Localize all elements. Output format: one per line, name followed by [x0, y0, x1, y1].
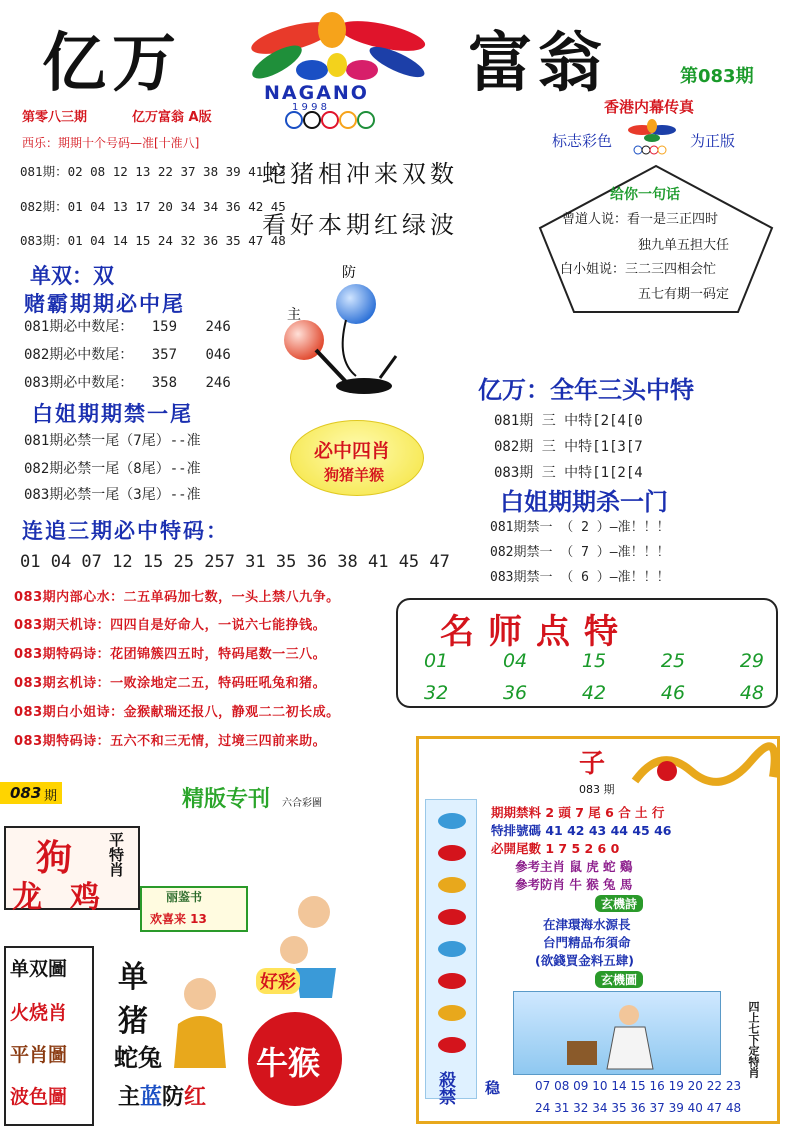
master-row-1 [424, 650, 764, 672]
tag-title: 丽鉴书 [166, 890, 203, 904]
verse-line: 083期天机诗：四四自是好命人，一说六七能挣钱。 [14, 618, 327, 633]
yiwan-row-082: 082期 三 中特[1[3[7 [494, 439, 643, 455]
forbid-row-083: 083期必禁一尾（3尾）--准 [24, 487, 201, 503]
verse-line: 083期玄机诗：一败涂地定二五，特码旺吼兔和猪。 [14, 676, 327, 691]
main-label: 主 [287, 307, 301, 323]
zodiac-animals-icon [433, 809, 471, 1079]
info-row: 必開尾數 1 7 5 2 6 0 [491, 841, 620, 856]
master-number: 01 [424, 650, 449, 672]
tail-a: 358 [151, 375, 178, 391]
numbers-row: 07 08 09 10 14 15 16 19 20 22 23 [535, 1079, 742, 1093]
ref-main: 參考主肖 鼠 虎 蛇 鷄 [515, 859, 633, 874]
side-text: 四上七下定特肖 [747, 1001, 760, 1078]
big-rooster: 鸡 [70, 880, 100, 915]
forbid-row-082: 082期必禁一尾（8尾）--准 [24, 461, 201, 477]
main-mid: 防 [162, 1085, 185, 1110]
banner-title: 精版专刊 [182, 787, 271, 812]
number-row-082: 082期：01 04 13 17 20 34 34 36 42 45 [20, 199, 286, 214]
tail-b: 246 [205, 319, 231, 335]
ref-def: 參考防肖 牛 猴 兔 馬 [515, 877, 633, 892]
master-number: 46 [660, 682, 686, 704]
col-item: 火烧肖 [10, 1002, 68, 1024]
number-row-083: 083期：01 04 14 15 24 32 36 35 47 48 [20, 233, 286, 248]
pentagon-line-2: 独九单五担大任 [638, 238, 730, 253]
main-prefix: 主 [118, 1085, 141, 1110]
main-line [118, 1080, 206, 1111]
mid-snake-rabbit: 蛇兔 [114, 1044, 162, 1072]
issue-number: 第083期 [680, 66, 754, 87]
kill-door-title: 白姐期期杀一门 [500, 488, 668, 516]
ball-graphic-icon [276, 280, 426, 400]
numbers-subtitle: 西乐：期期十个号码—准[十准八] [22, 136, 200, 150]
number-row-081: 081期：02 08 12 13 22 37 38 39 41 43 [20, 164, 286, 179]
small-logo-icon [624, 118, 680, 158]
dragon-icon [631, 741, 777, 797]
tail-a: 357 [151, 347, 178, 363]
kill-row-083: 083期禁一 （ 6 ）—准！！！ [490, 570, 670, 585]
poem-line-1: 蛇猪相冲来双数 [262, 160, 458, 188]
master-title: 名师点特 [440, 612, 632, 652]
main-blue: 蓝 [140, 1085, 163, 1110]
chase-title: 连追三期必中特码： [22, 519, 229, 543]
master-number: 42 [581, 682, 607, 704]
fax-right: 为正版 [690, 132, 736, 150]
circle-text: 牛猴 [256, 1044, 321, 1082]
verse-line: 083期内部心水：二五单码加七数，一头上禁八九争。 [14, 590, 340, 605]
yiwan-row-081: 081期 三 中特[2[4[0 [494, 413, 643, 429]
olympic-rings-icon [280, 110, 400, 132]
master-number: 04 [502, 650, 528, 672]
verse-line: 083期白小姐诗：金猴献瑞还报八，静观二二初长成。 [14, 705, 340, 720]
cloud-label: 好彩 [256, 968, 300, 994]
master-number: 25 [660, 650, 686, 672]
logo-text: NAGANO [264, 82, 369, 104]
info-row: 特排號碼 41 42 43 44 45 46 [491, 823, 672, 838]
yiwan-row-083: 083期 三 中特[1[2[4 [494, 465, 643, 481]
master-row-2 [424, 682, 764, 704]
poem-line-2: 看好本期红绿波 [262, 211, 458, 239]
pentagon-title: 给你一句话 [610, 187, 680, 203]
master-number: 32 [424, 682, 449, 704]
master-number: 36 [502, 682, 528, 704]
verse-line: 083期特码诗：花团锦簇四五时，特码尾数一三八。 [14, 647, 327, 662]
poem-line: (欲錢買金料五肆) [535, 953, 634, 968]
tail-b: 246 [205, 375, 231, 391]
four-zodiac-title: 必中四肖 [314, 440, 391, 462]
big-dog: 狗 [36, 838, 73, 879]
tail-b: 046 [205, 347, 231, 363]
brand-label: 亿万富翁 A版 [132, 110, 212, 125]
issue-title: 第零八三期 [22, 110, 88, 125]
tag-sub: 欢喜来 13 [150, 912, 207, 926]
master-number: 15 [581, 650, 607, 672]
bottom-left-panel [0, 782, 362, 1127]
nagano-logo [232, 10, 444, 130]
defend-label: 防 [342, 265, 356, 281]
figure-scene-icon [559, 997, 679, 1073]
logo-year: 1 9 9 8 [292, 102, 327, 113]
stable-tag: 稳 [485, 1079, 501, 1097]
mid-pig: 猪 [118, 1004, 148, 1039]
poem-title: 玄機詩 [595, 895, 643, 912]
pentagon-line-4: 五七有期一码定 [638, 287, 730, 302]
pentagon-line-1: 曾道人说：看一是三正四时 [562, 212, 719, 227]
panel-header: 子 [579, 749, 606, 779]
tail-label: 083期必中数尾： [24, 375, 134, 391]
pentagon-line-3: 白小姐说：三二三四相会忙 [560, 262, 717, 277]
odd-even-title: 单双：双 [30, 264, 114, 288]
master-number: 48 [739, 682, 764, 704]
numbers-row: 24 31 32 34 35 36 37 39 40 47 48 [535, 1101, 742, 1115]
panel-issue: 083 期 [579, 783, 615, 796]
tail-title: 赌霸期期必中尾 [24, 292, 185, 316]
tail-label: 081期必中数尾： [24, 319, 134, 335]
col-item: 波色圖 [10, 1086, 68, 1108]
tail-a: 159 [151, 319, 178, 335]
tail-row-081 [24, 316, 231, 336]
scholar-figure-icon [162, 972, 238, 1072]
chase-numbers: 01 04 07 12 15 25 257 31 35 36 38 41 45 47 [20, 552, 450, 572]
fax-left: 标志彩色 [552, 132, 613, 150]
col-item: 单双圖 [10, 958, 68, 980]
main-red: 红 [184, 1085, 207, 1110]
banner-sub: 六合彩圖 [282, 798, 322, 809]
issue-badge-suffix: 期 [44, 789, 58, 804]
col-item: 平肖圖 [10, 1044, 68, 1066]
kill-row-081: 081期禁一 （ 2 ）—准！！！ [490, 520, 670, 535]
info-row: 期期禁料 2 頭 7 尾 6 合 土 行 [491, 805, 665, 820]
issue-badge-number: 083 [10, 784, 42, 802]
pic-title: 玄機圖 [595, 971, 643, 988]
tail-row-083 [24, 372, 231, 392]
side-label: 平特肖 [107, 832, 125, 877]
forbid-tail-title: 白姐期期禁一尾 [32, 402, 193, 426]
forbid-row-081: 081期必禁一尾（7尾）--准 [24, 433, 201, 449]
kill-row-082: 082期禁一 （ 7 ）—准！！！ [490, 545, 670, 560]
master-number: 29 [739, 650, 764, 672]
mid-odd: 单 [118, 960, 148, 995]
yiwan-title: 亿万：全年三头中特 [478, 376, 694, 404]
four-zodiac-list: 狗猪羊猴 [324, 466, 385, 484]
tail-row-082 [24, 344, 231, 364]
title-left: 亿万 [42, 26, 182, 101]
bottom-right-panel [416, 736, 780, 1124]
poem-line: 在津環海水源長 [543, 917, 631, 932]
tail-label: 082期必中数尾： [24, 347, 134, 363]
poem-line: 台門精品布須命 [543, 935, 631, 950]
verse-line: 083期特码诗：五六不和三无情，过境三四前来助。 [14, 734, 327, 749]
kill-label: 殺禁 [435, 1071, 455, 1105]
fax-title: 香港内幕传真 [604, 98, 695, 116]
title-right: 富翁 [468, 26, 608, 101]
big-dragon: 龙 [12, 880, 42, 915]
